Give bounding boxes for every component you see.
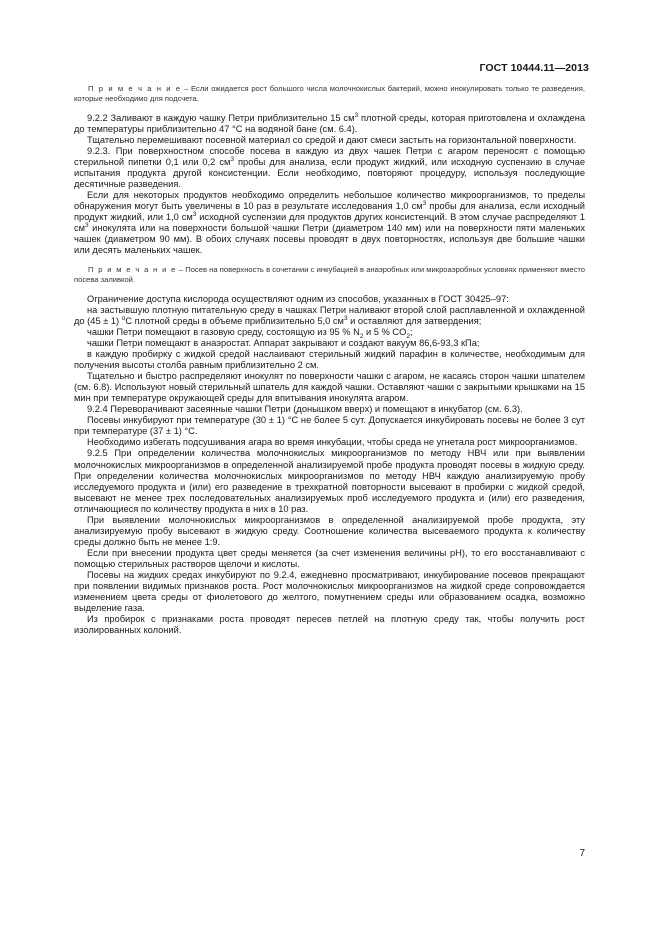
superscript: 3	[354, 111, 359, 119]
text-run: 9.2.2 Заливают в каждую чашку Петри приблизительно 15 см	[87, 112, 355, 123]
paragraph	[74, 305, 585, 327]
paragraph: Тщательно и быстро распределяют инокулят по поверхности чашки с агаром, не касаясь сторон чашки шпателем (см. 6.8). Используют новый стерильный шпатель для каждой чашки. Оставляют чашки с закрытыми крышками на 15 мин при температуре окружающей среды для впитывания инокулята агаром.	[74, 371, 585, 404]
paragraph: Посевы на жидких средах инкубируют по 9.2.4, ежедневно просматривают, инкубирование посевов прекращают при появлении видимых признаков роста. Рост молочнокислых микроорганизмов на жидкой среде сопровождается изменением цвета среды от фиолетового до желтого, помутнением среды или образованием осадка, возможно выделение газа.	[74, 569, 585, 614]
note-paragraph	[74, 265, 585, 285]
subscript: 2	[406, 332, 410, 340]
paragraph: в каждую пробирку с жидкой средой наслаивают стерильный жидкий парафин в количестве, необходимым для получения высоты столба равным приблизительно 2 см.	[74, 349, 585, 371]
page-number: 7	[579, 848, 585, 859]
paragraph-9-2-4: 9.2.4 Переворачивают засеянные чашки Петри (донышком вверх) и помещают в инкубатор (см. 6.3).	[87, 404, 523, 415]
text-run: пробы для анализа, если продукт жидкий, или исходную суспензию в случае испытания продукта другой консистенции. Если необходимо, повторяют процедуру, используя последующие десятичные разведения.	[74, 156, 585, 189]
text-run: С плотной среды в объеме приблизительно 5,0 см	[125, 315, 344, 326]
subscript: 2	[359, 332, 364, 340]
text-run: исходной суспензии для продуктов других консистенций. В этом случае распределяют 1 см	[74, 212, 585, 234]
superscript: 3	[230, 155, 234, 163]
paragraph: Если при внесении продукта цвет среды меняется (за счет изменения величины рН), то его восстанавливают с помощью стерильных растворов щелочи и кислоты.	[74, 547, 585, 569]
text-run: Если для некоторых продуктов необходимо определить небольшое количество микроорганизмов, то пределы обнаружения могут быть увеличены в 10 раз в результате исследования 1,0 см	[74, 189, 585, 211]
note-label: П р и м е ч а н и е	[88, 84, 182, 93]
text-run: плотной среды, которая приготовлена и охлаждена до температуры приблизительно 47 °С на водяной бане (см. 6.4).	[74, 112, 586, 134]
paragraph-9-2-2	[74, 113, 585, 135]
superscript: 3	[192, 210, 197, 218]
superscript: 3	[422, 199, 427, 207]
text-run: ;	[409, 326, 413, 337]
note-paragraph	[74, 84, 585, 104]
paragraph: Ограничение доступа кислорода осуществляют одним из способов, указанных в ГОСТ 30425–97:	[87, 293, 509, 304]
paragraph-9-2-3	[74, 146, 585, 190]
note-text: – Если ожидается рост большого числа молочнокислых бактерий, можно инокулировать только те разведения, которые необходимо для подсчета.	[74, 84, 585, 103]
superscript: 3	[343, 314, 348, 322]
note-text: – Посев на поверхность в сочетании с инкубацией в анаэробных или микроаэробных условиях применяют вместо посева заливкой.	[74, 265, 585, 284]
text-run: чашки Петри помещают в газовую среду, состоящую из 95 % N	[87, 326, 360, 337]
superscript: о	[121, 314, 126, 322]
paragraph: При выявлении молочнокислых микроорганизмов в определенной анализируемой пробе продукта, эту анализируемую пробу высевают в жидкую среду. Соотношение количества высеваемого продукта к количеству среды должно быть не менее 1:9.	[74, 514, 585, 547]
paragraph: Из пробирок с признаками роста проводят пересев петлей на плотную среду так, чтобы получить рост изолированных колоний.	[74, 614, 585, 636]
paragraph: Необходимо избегать подсушивания агара во время инкубации, чтобы среда не угнетала рост микроорганизмов.	[87, 437, 578, 448]
paragraph: Посевы инкубируют при температуре (30 ± 1) °С не более 5 сут. Допускается инкубировать посевы не более 3 сут при температуре (37 ± 1) °С.	[74, 415, 585, 437]
paragraph: Тщательно перемешивают посевной материал со средой и дают смеси застыть на горизонтальной поверхности.	[87, 134, 577, 145]
text-run: и 5 % CO	[363, 326, 407, 337]
paragraph	[74, 190, 585, 256]
text-run: на застывшую плотную питательную среду в чашках Петри наливают второй слой расплавленной и охлажденной до (45 ± 1)	[74, 304, 585, 326]
paragraph-9-2-5: 9.2.5 При определении количества молочнокислых микроорганизмов по методу НВЧ или при выявлении молочнокислых микроорганизмов в определенной анализируемой пробе продукта проводят посевы в жидкую среду. При определении количества молочнокислых микроорганизмов по методу НВЧ каждую анализируемую пробу исследуемого продукта и (или) его разведение в трехкратной повторности высевают в пробирки с жидкой средой, высевают не менее трех последовательных анализируемых проб исследуемого продукта и (или) его разведения, отличающиеся по количеству продукта в них в 10 раз.	[74, 448, 585, 514]
text-run: пробы для анализа, если исходный продукт жидкий, или 1,0 см	[74, 200, 586, 223]
text-run: 9.2.3. При поверхностном способе посева в каждую из двух чашек Петри с агаром переносят с помощью стерильной пипетки 0,1 или 0,2 см	[74, 145, 585, 167]
document-header: ГОСТ 10444.11—2013	[479, 62, 589, 74]
paragraph: чашки Петри помещают в анаэростат. Аппарат закрывают и создают вакуум 86,6-93,3 кПа;	[87, 337, 480, 348]
superscript: 3	[85, 221, 89, 229]
text-run: инокулята или на поверхности большой чашки Петри (диаметром 140 мм) или на поверхности пяти маленьких чашек (диаметром 90 мм). В обоих случаях посевы проводят в двух повторностях, используя две большие чашки или десять маленьких чашек.	[74, 223, 585, 256]
document-body	[74, 84, 585, 636]
text-run: и оставляют для затвердения;	[347, 315, 482, 326]
paragraph	[74, 327, 585, 338]
note-label: П р и м е ч а н и е	[88, 265, 177, 275]
